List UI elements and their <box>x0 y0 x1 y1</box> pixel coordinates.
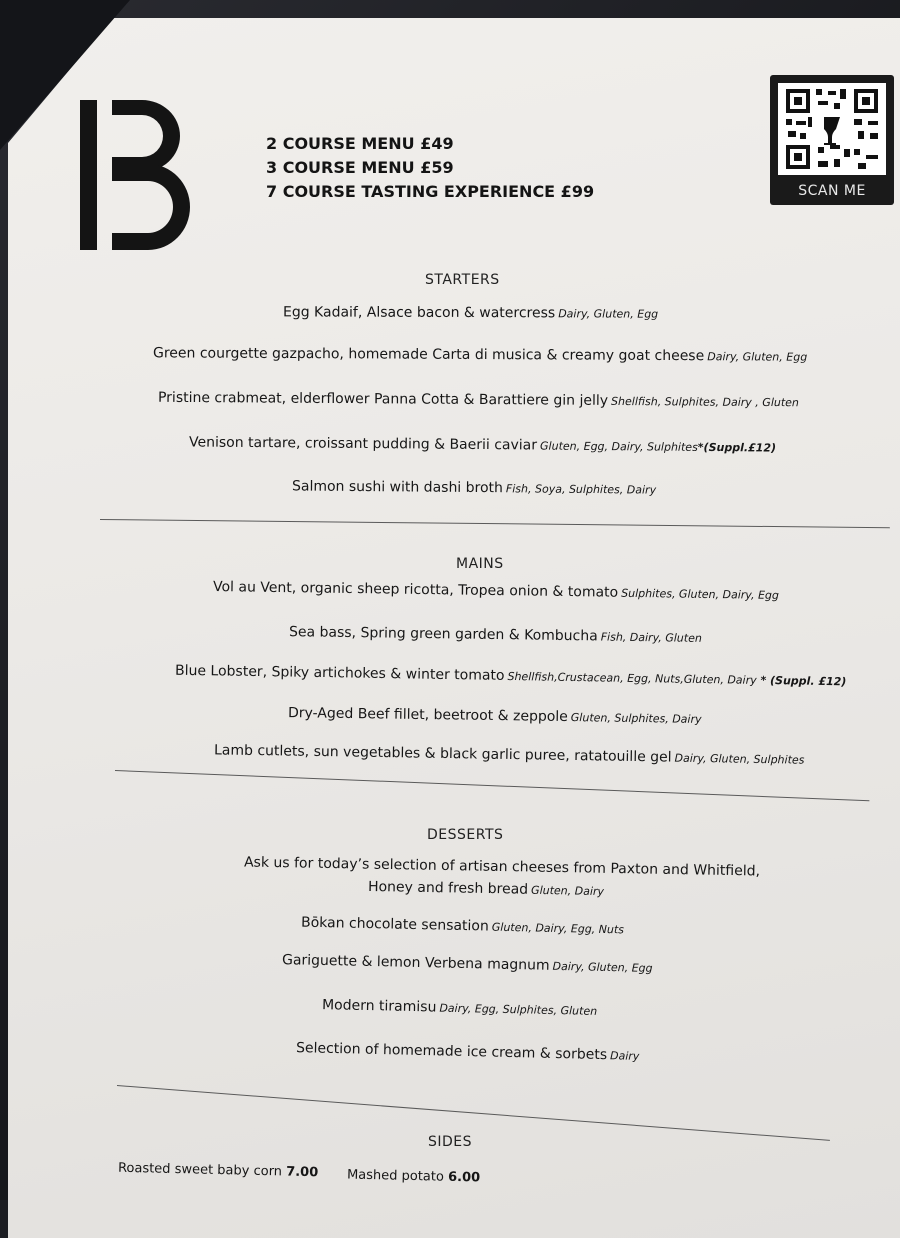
allergen-info: Gluten, Dairy, Egg, Nuts <box>491 920 625 937</box>
allergen-info: Dairy, Gluten, Sulphites <box>674 751 805 767</box>
allergen-info: Gluten, Sulphites, Dairy <box>570 711 702 726</box>
allergen-info: Shellfish, Sulphites, Dairy , Gluten <box>611 394 799 410</box>
allergen-info: Dairy, Gluten, Egg <box>558 307 659 321</box>
section-heading-mains: MAINS <box>456 556 504 572</box>
menu-item: Egg Kadaif, Alsace bacon & watercress Dairy, Gluten, Egg <box>282 304 659 322</box>
qr-code-pattern <box>778 83 886 175</box>
section-heading-sides: SIDES <box>428 1134 473 1150</box>
menu-item: Vol au Vent, organic sheep ricotta, Tropea onion & tomato Sulphites, Gluten, Dairy, Egg <box>212 579 780 602</box>
side-item: Mashed potato 6.00 <box>346 1167 481 1186</box>
price-7-course: 7 COURSE TASTING EXPERIENCE £99 <box>266 182 595 201</box>
section-heading-desserts: DESSERTS <box>427 827 504 843</box>
section-heading-starters: STARTERS <box>425 272 500 288</box>
supplement-note: *(Suppl.£12) <box>697 440 777 455</box>
qr-code[interactable] <box>770 75 894 205</box>
restaurant-logo <box>80 100 190 250</box>
allergen-info: Fish, Dairy, Gluten <box>600 630 702 645</box>
supplement-note: * (Suppl. £12) <box>756 673 847 689</box>
menu-item: Dry-Aged Beef fillet, beetroot & zeppole Gluten, Sulphites, Dairy <box>287 705 702 726</box>
price-3-course: 3 COURSE MENU £59 <box>266 158 454 177</box>
menu-item: Green courgette gazpacho, homemade Carta di musica & creamy goat cheese Dairy, Gluten, Egg <box>152 345 808 365</box>
menu-item: Venison tartare, croissant pudding & Baerii caviar Gluten, Egg, Dairy, Sulphites*(Suppl.£12) <box>188 434 777 455</box>
allergen-info: Dairy, Gluten, Egg <box>707 350 808 364</box>
allergen-info: Fish, Soya, Sulphites, Dairy <box>505 482 657 497</box>
allergen-info: Gluten, Dairy <box>531 883 605 899</box>
qr-scan-label: SCAN ME <box>798 183 866 199</box>
allergen-info: Dairy <box>609 1049 640 1063</box>
side-price: 7.00 <box>285 1164 319 1181</box>
menu-item: Sea bass, Spring green garden & Kombucha Fish, Dairy, Gluten <box>288 624 702 645</box>
menu-item: Modern tiramisu Dairy, Egg, Sulphites, Gluten <box>321 997 598 1018</box>
cheese-selection-line1: Ask us for today’s selection of artisan cheeses from Paxton and Whitfield, <box>243 854 761 880</box>
menu-item: Selection of homemade ice cream & sorbets Dairy <box>295 1040 640 1064</box>
menu-item: Bōkan chocolate sensation Gluten, Dairy, Egg, Nuts <box>300 914 625 937</box>
price-2-course: 2 COURSE MENU £49 <box>266 134 454 153</box>
allergen-info: Dairy, Gluten, Egg <box>552 959 653 975</box>
menu-item: Blue Lobster, Spiky artichokes & winter tomato Shellfish,Crustacean, Egg, Nuts,Gluten, Dairy * (Suppl. £12) <box>174 662 847 689</box>
side-price: 6.00 <box>447 1169 481 1186</box>
menu-item: Lamb cutlets, sun vegetables & black garlic puree, ratatouille gel Dairy, Gluten, Sulphites <box>213 742 805 767</box>
menu-item: Honey and fresh bread Gluten, Dairy <box>367 878 605 899</box>
allergen-info: Dairy, Egg, Sulphites, Gluten <box>439 1001 598 1018</box>
menu-item: Salmon sushi with dashi broth Fish, Soya, Sulphites, Dairy <box>291 478 657 497</box>
price-options <box>266 132 594 204</box>
allergen-info: Gluten, Egg, Dairy, Sulphites <box>540 439 698 454</box>
menu-item: Gariguette & lemon Verbena magnum Dairy, Gluten, Egg <box>281 952 653 975</box>
allergen-info: Sulphites, Gluten, Dairy, Egg <box>621 586 780 602</box>
side-item: Roasted sweet baby corn 7.00 <box>117 1160 319 1181</box>
menu-item: Pristine crabmeat, elderflower Panna Cotta & Barattiere gin jelly Shellfish, Sulphites, Dairy , Gluten <box>157 389 799 410</box>
allergen-info: Shellfish,Crustacean, Egg, Nuts,Gluten, Dairy <box>507 669 757 687</box>
